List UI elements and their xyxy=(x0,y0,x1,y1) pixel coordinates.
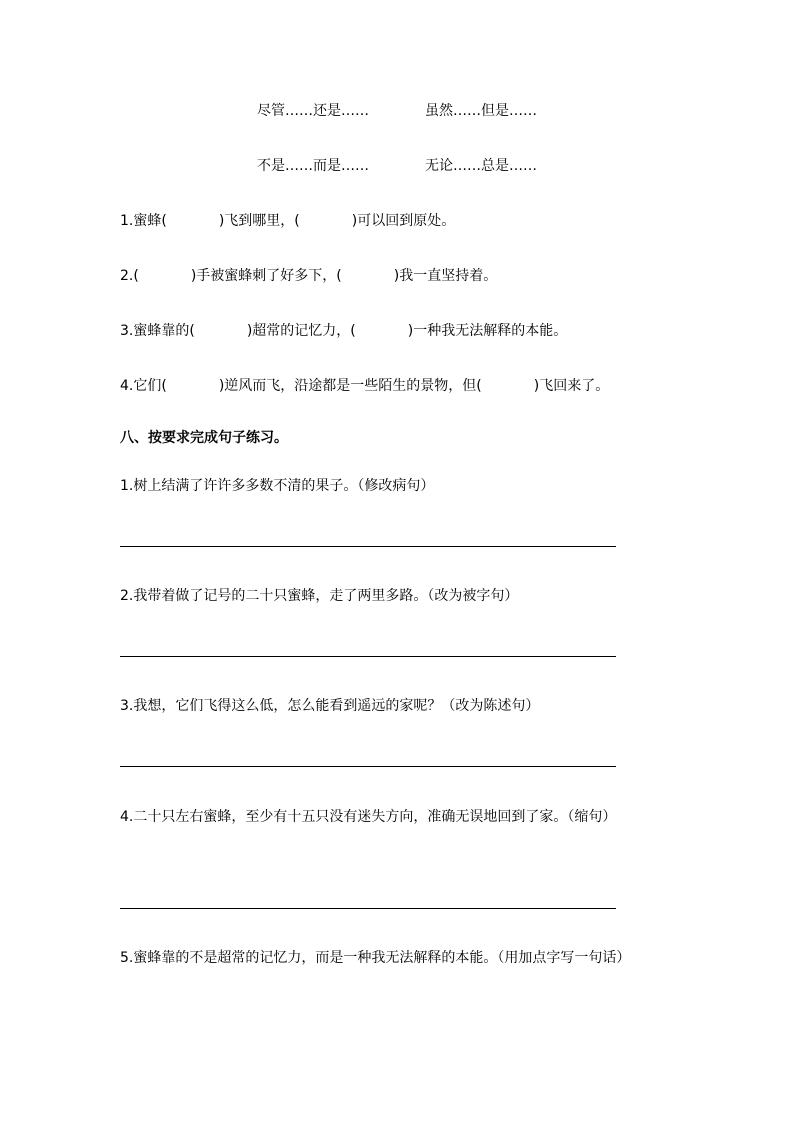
fill-item-4: 4.它们( )逆风而飞，沿途都是一些陌生的景物，但( )飞回来了。 xyxy=(120,378,610,394)
fill-item-3: 3.蜜蜂靠的( )超常的记忆力，( )一种我无法解释的本能。 xyxy=(120,323,568,339)
exercise-1: 1.树上结满了许许多多数不清的果子。（修改病句） xyxy=(120,478,435,494)
answer-line-4[interactable] xyxy=(120,908,616,909)
fill-item-1: 1.蜜蜂( )飞到哪里，( )可以回到原处。 xyxy=(120,213,456,229)
connectives-row-2 xyxy=(0,156,794,176)
connective-option: 虽然……但是…… xyxy=(425,103,537,119)
connective-option: 尽管……还是…… xyxy=(257,103,369,119)
fill-item-2: 2.( )手被蜜蜂刺了好多下，( )我一直坚持着。 xyxy=(120,268,498,284)
exercise-2: 2.我带着做了记号的二十只蜜蜂，走了两里多路。（改为被字句） xyxy=(120,588,519,604)
answer-line-1[interactable] xyxy=(120,546,616,547)
answer-line-3[interactable] xyxy=(120,766,616,767)
section-title: 八、按要求完成句子练习。 xyxy=(120,430,288,446)
connective-option: 不是……而是…… xyxy=(257,158,369,174)
exercise-5: 5.蜜蜂靠的不是超常的记忆力，而是一种我无法解释的本能。（用加点字写一句话） xyxy=(120,950,631,966)
connectives-row-1 xyxy=(0,101,794,121)
connective-option: 无论……总是…… xyxy=(425,158,537,174)
answer-line-2[interactable] xyxy=(120,656,616,657)
exercise-3: 3.我想，它们飞得这么低，怎么能看到遥远的家呢？（改为陈述句） xyxy=(120,698,540,714)
exercise-4: 4.二十只左右蜜蜂，至少有十五只没有迷失方向，准确无误地回到了家。（缩句） xyxy=(120,809,617,825)
